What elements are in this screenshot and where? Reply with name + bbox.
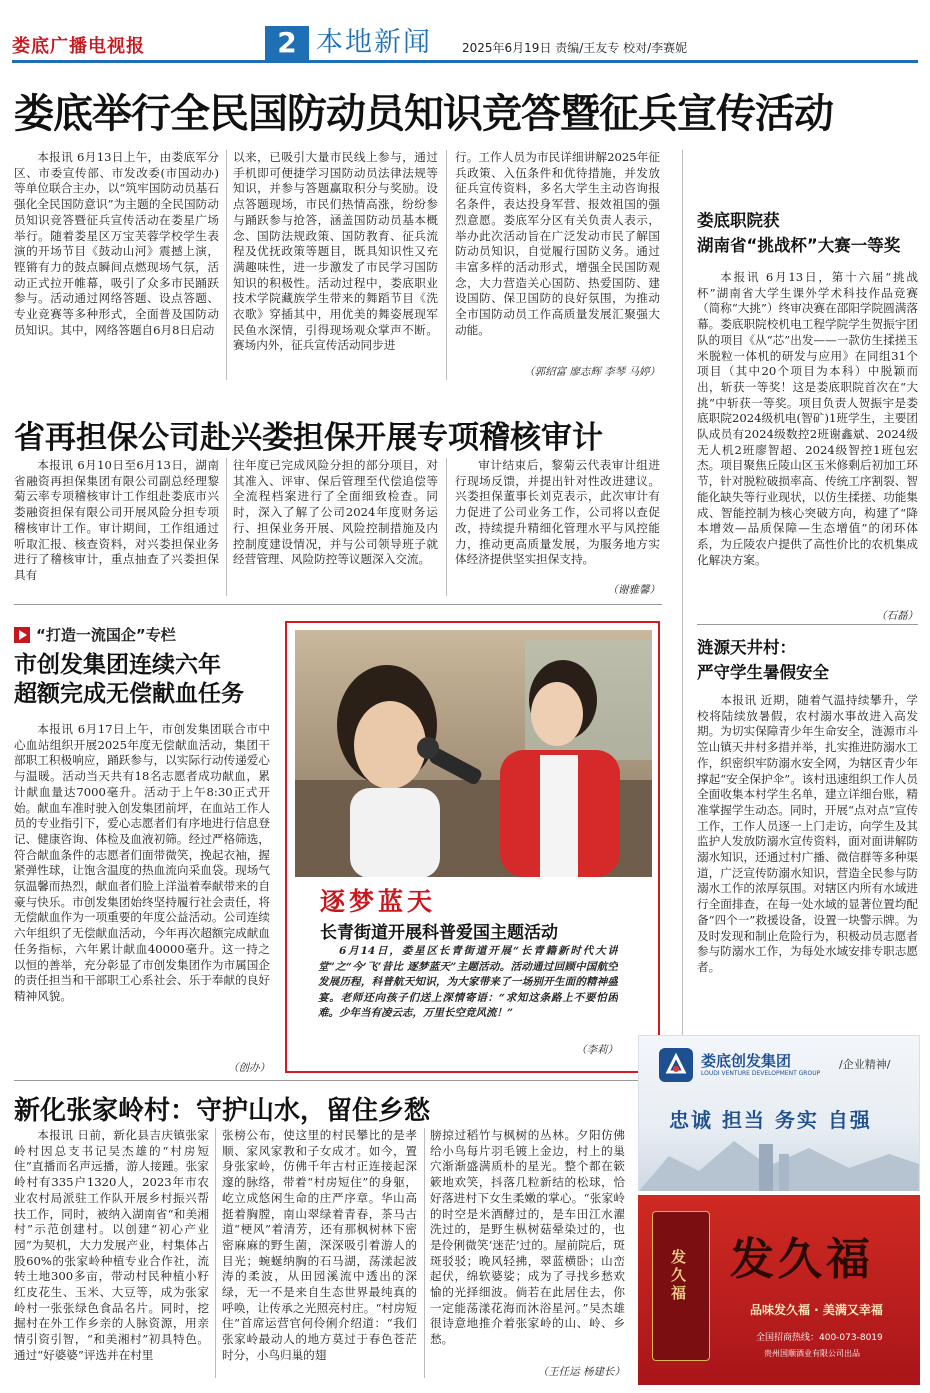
section-divider [697, 624, 918, 625]
news-photo [295, 630, 652, 877]
column-divider [446, 150, 447, 380]
a7-byline: （王任运 杨建长） [537, 1366, 625, 1378]
column-divider [215, 1128, 216, 1378]
column-divider [446, 458, 447, 596]
page-number: 2 [265, 26, 309, 60]
ad-loudi-venture [638, 1035, 920, 1191]
ad-company-name: 娄底创发集团 [701, 1052, 792, 1070]
a1-column-1: 本报讯 6月13日上午，由娄底军分区、市委宣传部、市发改委(市国动办)等单位联合主办，以“筑牢国防动员基石 强化全民国防意识”为主题的全民国防动员知识竞答暨征兵宣传活动在娄星广场举行。随着娄星区万宝芙蓉学校学生表演的开场节目《鼓动山河》震撼上演，铿锵有力的鼓点瞬间点燃现场气氛，活动正式拉开帷幕，吸引了众多市民踊跃参与。活动通过网络答题、设点答题、专业竞赛等多种形式，全面普及国防动员知识。其中，网络答题自6月8日启动 [14, 150, 219, 337]
section-divider [14, 604, 662, 605]
a5-byline: （石磊） [876, 610, 918, 622]
a7-column-2: 张榜公布，使这里的村民攀比的是孝顺、家风家教和子女成才。如今，置身张家岭，仿佛千年古村正连接起深邃的脉络，带着“村房短住”的身躯，屹立成悠闲生命的庄严序章。华山高挺着胸膛，南山翠绿着青春，茶马古道“梗风”着清芳，还有那枫树林下密密麻麻的野生菌，深深吸引着游人的目光；蜿蜒纳胸的石马湖，荡漾起波涛的柔波，从田园溪流中透出的深绿，无一不是来自生态世界最纯真的呼唤，让传承之光照亮村庄。“村房短住”首席运营官何伶俐介绍道：“我们张家岭最动人的地方莫过于春色苍茫时分，小鸟归巢的翅 [222, 1128, 417, 1362]
a1-column-2: 以来，已吸引大量市民线上参与，通过手机即可便捷学习国防动员法律法规等知识，并参与答题赢取积分与奖励。设点答题现场，市民们热情高涨，纷纷参与踊跃参与抢答，涵盖国防动员基本概念、国防法规政策、国防教育、征兵流程及优抚政策等题目，既具知识性又充满趣味性，进一步激发了市民学习国防知识的积极性。活动过程中，娄底职业技术学院藏族学生带来的舞蹈节目《洗衣歌》穿插其中，用优美的舞姿展现军民鱼水深情，引得现场观众掌声不断。赛场内外，征兵宣传活动同步进 [233, 150, 438, 353]
a5-headline-line-2: 湖南省“挑战杯”大赛一等奖 [697, 236, 901, 255]
a1-headline: 娄底举行全民国防动员知识竞答暨征兵宣传活动 [14, 91, 833, 137]
liquor-bottle [652, 1211, 710, 1361]
a1-byline: （郭绍富 廖志辉 李琴 马婷） [523, 366, 660, 378]
column-divider [424, 1128, 425, 1378]
column-divider [682, 150, 683, 1070]
newspaper-brand: 娄底广播电视报 [12, 36, 145, 57]
a3-byline: （创办） [228, 1062, 270, 1074]
a5-body: 本报讯 6月13日，第十六届“挑战杯”湖南省大学生课外学术科技作品竞赛（简称“大挑”）终审决赛在邵阳学院圆满落幕。娄底职院校机电工程学院学生贺振宇团队的项目《从“芯”出发——一款仿生揉搓玉米脱粒一体机的研发与应用》在同组31个项目（其中20个项目为本科）中脱颖而出，斩获一等奖！这是娄底职院首次在“大挑”中斩获一等奖。项目负责人贺振宇是娄底职院2024级机电(智矿)1班学生，主要团队成员有2024级数控2班谢鑫斌、2024级无人机2班廖智超、2024级智控1班包宏杰。项目聚焦丘陵山区玉米修剩后初加工环节，针对脱粒破损率高、传统工序割裂、智能化缺失等行业现状，以仿生揉搓、功能集成、智能控制为核心突破方向，构建了“降本增效—品质保障—生态增值”的闭环体系，为丘陵农户提供了高性价比的农机集成化解决方案。 [697, 270, 918, 567]
a2-headline: 省再担保公司赴兴娄担保开展专项稽核审计 [14, 420, 603, 456]
masthead-rule [12, 60, 918, 63]
ad-maker: 贵州国顺酒业有限公司出品 [764, 1349, 860, 1358]
a7-headline: 新化张家岭村：守护山水，留住乡愁 [14, 1096, 431, 1126]
company-logo-icon [659, 1048, 693, 1082]
a3-body: 本报讯 6月17日上午，市创发集团联合市中心血站组织开展2025年度无偿献血活动，集团干部职工积极响应，踊跃参与，以实际行动传递爱心与温暖。活动当天共有18名志愿者成功献血，累计献血量达7000毫升。活动于上午8:30正式开始。献血车准时驶入创发集团前坪，在血站工作人员的专业指引下，爱心志愿者们有序地进行信息登记、健康咨询、体检及血液初筛。经过严格筛选，符合献血条件的志愿者们面带微笑，挽起衣袖，握紧弹性球，让饱含温度的热血流向采血袋。现场气氛温馨而热烈，献血者们脸上洋溢着奉献带来的自豪与快乐。市创发集团始终坚持履行社会责任，将无偿献血作为一项重要的年度公益活动。公司连续六年组织了无偿献血活动，今年再次超额完成献血任务指标，六年累计献血40000毫升。这一持之以恒的善举，充分彰显了市创发集团作为市属国企的责任担当和干部职工心系社会、乐于奉献的良好精神风貌。 [14, 722, 270, 1003]
a3-column-tag: “打造一流国企”专栏 [14, 624, 176, 645]
section-title: 本地新闻 [316, 27, 432, 58]
ad-company-english: LOUDI VENTURE DEVELOPMENT GROUP [701, 1070, 821, 1077]
play-icon [14, 627, 30, 643]
a7-column-1: 本报讯 日前，新化县吉庆镇张家岭村因总支书记吴杰雄的“村房短住”直播而名声远播，游人接踵。张家岭村有335户1320人，2023年市农业农村局派驻工作队开展乡村振兴帮扶工作，同时，被纳入湖南省“和美湘村”示范创建村。以创建“初心产业园”为契机，大力发展产业，村集体占股60%的张家岭种植专业合作社，流转土地300多亩，带动村民种植小籽红皮花生、玉米、大豆等，成为张家岭村一张张绿色食品名片。同时，挖掘村在外工作乡亲的人脉资源，用亲情引资引智，“和美湘村”初具特色。通过“好婆婆”评选并在村里 [14, 1128, 209, 1362]
a2-byline: （谢雅馨） [607, 584, 660, 596]
photo-feature-title: 逐梦蓝天 [320, 887, 437, 916]
photo-caption: 6月14日，娄星区长青街道开展“长青籍新时代大讲堂”之“今‘飞’昔比 逐梦蓝天”主题活动。活动通过回顾中国航空发展历程，科普航天知识，为大家带来了一场别开生面的精神盛宴。老师还向孩子们送上深情寄语：“求知这条路上不要怕困难。少年当有凌云志，万里长空竞风流！” [318, 945, 618, 1020]
column-divider [226, 458, 227, 596]
a7-column-3: 膀掠过稻竹与枫树的丛林。夕阳仿佛给小鸟每片羽毛镀上金边，村上的巢穴渐渐盛满质朴的星光。整个都在簌簌地欢笑，抖落几粒新结的松球，恰好落进村下女生柔嫩的掌心。“张家岭的时空是米酒酵过的，是车田江水濯洗过的，是野生枞树菇晕染过的，也是伶俐微笑‘迷茫’过的。屋前院后，斑斑驳驳；晚风轻拂，翠蓝横卧；山峦起伏，绵软婆娑；成为了寻找乡愁欢愉的光择细波。倘若在此居住去，你一定能荡漾花海而沐浴星河。”吴杰雄很诗意地推介着张家岭的山、岭、乡愁。 [430, 1128, 625, 1347]
bottle-label: 发久福 [671, 1248, 687, 1302]
ad-hotline: 全国招商热线：400-073-8019 [756, 1333, 883, 1343]
a5-headline-line-1: 娄底职院获 [697, 211, 780, 230]
ad-spirit-tag: /企业精神/ [839, 1058, 891, 1071]
ad-fajiufu [638, 1195, 920, 1385]
a3-headline-line-1: 市创发集团连续六年 [14, 652, 221, 678]
a2-column-2: 往年度已完成风险分担的部分项目，对其准入、评审、保后管理至代偿追偿等全流程档案进行了全面细致检查。同时，深入了解了公司2024年度财务运行、担保业务开展、风险控制措施及内控制度建设情况，并与公司领导班子就经营管理、风险防控等议题深入交流。 [233, 458, 438, 567]
photo-feature-subtitle: 长青街道开展科普爱国主题活动 [320, 923, 558, 943]
a1-column-3: 行。工作人员为市民详细讲解2025年征兵政策、入伍条件和优待措施，并发放征兵宣传资料，多名大学生主动咨询报名条件，表达投身军营、报效祖国的强烈意愿。娄底军分区有关负责人表示，举办此次活动旨在广泛发动市民了解国防动员知识，自觉履行国防义务。通过丰富多样的活动形式，增强全民国防观念，大力营造关心国防、热爱国防、建设国防、保卫国防的良好氛围，为推动全市国防动员工作高质量发展汇聚强大动能。 [455, 150, 660, 337]
a6-headline-line-1: 涟源天井村： [697, 638, 796, 657]
a6-headline-line-2: 严守学生暑假安全 [697, 663, 829, 682]
a3-headline-line-2: 超额完成无偿献血任务 [14, 681, 244, 707]
ad-slogan: 忠诚 担当 务实 自强 [669, 1108, 872, 1132]
a2-column-3: 审计结束后，黎菊云代表审计组进行现场反馈，并提出针对性改进建议。兴娄担保董事长刘克表示，此次审计有力促进了公司业务工作，公司将以查促改，持续提升精细化管理水平与风控能力，推动更高质量发展，为服务地方实体经济提供坚实担保支持。 [455, 458, 660, 567]
page-meta: 2025年6月19日 责编/王友专 校对/李赛妮 [462, 41, 688, 55]
column-divider [226, 150, 227, 380]
a2-column-1: 本报讯 6月10日至6月13日，湖南省融资再担保集团有限公司副总经理黎菊云率专项稽核审计工作组赴娄底市兴娄融资担保有限公司开展风险分担专项稽核审计工作。审计期间，工作组通过听取汇报、核查资料，对兴娄担保业务进行了稽核审计，重点抽查了兴娄担保具有 [14, 458, 219, 582]
photo-byline: （李莉） [576, 1044, 618, 1056]
ad-tagline: 品味发久福 · 美满又幸福 [750, 1303, 883, 1317]
a6-body: 本报讯 近期，随着气温持续攀升，学校将陆续放暑假，农村溺水事故进入高发期。为切实保障青少年生命安全，涟源市斗笠山镇天井村多措并举，扎实推进防溺水工作，织密织牢防溺水安全网，为辖区青少年撑起“安全保护伞”。该村迅速组织工作人员全面收集本村学生名单，建立详细台账，精准掌握学生动态。同时，开展“点对点”宣传工作，工作人员逐一上门走访，向学生及其监护人发放防溺水宣传资料，面对面讲解防溺水知识，还通过村广播、微信群等多种渠道，广泛宣传防溺水知识，营造全民参与防溺水工作的浓厚氛围。对辖区内所有水域进行全面排查，在每一处水域的显著位置均配备“四个一”救援设备，设置一块警示牌。为及时发现和制止危险行为，积极动员志愿者参与防溺水工作，为每处水域安排专职志愿者。 [697, 693, 918, 974]
ad-brand-name: 发久福 [730, 1234, 874, 1285]
